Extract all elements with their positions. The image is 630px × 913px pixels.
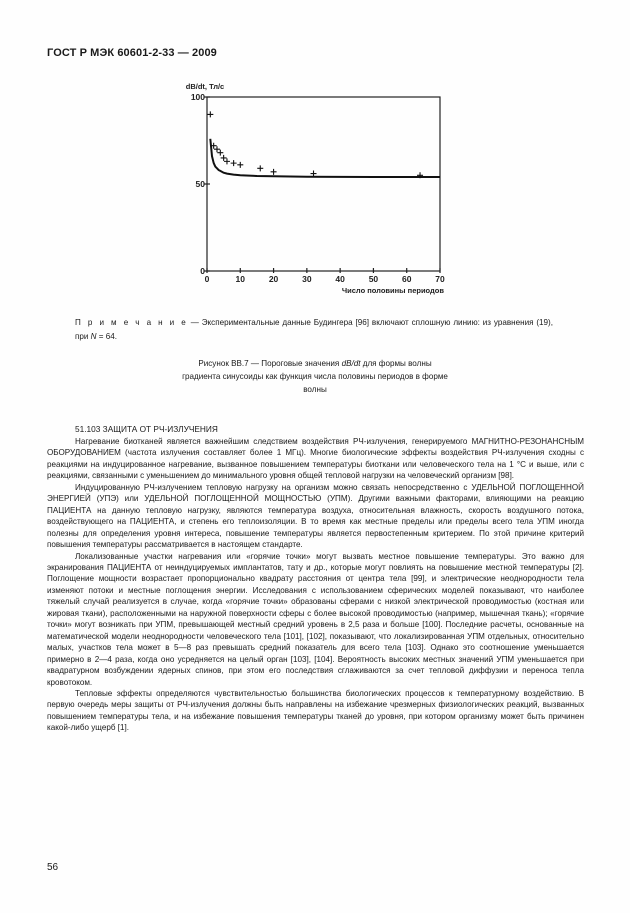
figure-note (75, 316, 553, 343)
data-point (257, 165, 263, 171)
caption-prefix: Рисунок ВВ.7 — Пороговые значения (198, 359, 342, 368)
x-tick-label: 70 (435, 274, 445, 284)
note-label: П р и м е ч а н и е (75, 318, 188, 327)
paragraph: Нагревание биотканей является важнейшим следствием воздействия РЧ-излучения, генерируемого МАГНИТНО-РЕЗОНАНСНЫМ ОБОРУДОВАНИЕМ (частота излучения составляет более 1 МГц). Многие биологические эффекты воздействия РЧ-излучения сходны с реакциями на индуцированное нагревание, вызванное повышением температуры биоткани или человеческого тела на 1 °С и выше, или с реакциями, связанными с уменьшением до минимального уровня общей тепловой нагрузки на человеческий организм [98]. (47, 437, 584, 481)
plot-frame (207, 97, 440, 271)
data-point (217, 150, 223, 156)
x-tick-label: 0 (204, 274, 210, 284)
data-point (311, 171, 317, 177)
section-title: 51.103 ЗАЩИТА ОТ РЧ-ИЗЛУЧЕНИЯ (75, 424, 218, 434)
paragraph: Тепловые эффекты определяются чувствительностью большинства биологических процессов к температурному воздействию. В первую очередь меры защиты от РЧ-излучения должны быть направлены на избежание чрезмерных физиологических реакций, вызванных повышением температуры тела, и на избежание повышения температуры тканей до уровня, при котором организму может быть причинен какой-либо ущерб [1]. (47, 688, 584, 733)
data-point (224, 158, 230, 164)
x-tick-label: 60 (401, 274, 412, 284)
paragraph: Индуцированную РЧ-излучением тепловую нагрузку на организм можно связать непосредственно с УДЕЛЬНОЙ ПОГЛОЩЕННОЙ ЭНЕРГИЕЙ (УПЭ) или УДЕЛЬНОЙ ПОГЛОЩЕННОЙ МОЩНОСТЬЮ (УПМ). Другими важными факторами, влияющими на реакцию ПАЦИЕНТА на данную тепловую нагрузку, являются температура воздуха, относительная влажность, скорость воздушного потока, воздействующего на ПАЦИЕНТА, и степень его теплоизоляции. В то время как местные пределы или пределы всего тела УПМ иногда полезны для определения уровня интереса, повышение температуры является первостепенным критерием. По этой причине критерий повышения температуры рассматривается в настоящем стандарте. (47, 482, 584, 550)
chart-plot-area (186, 82, 445, 295)
data-point (214, 146, 220, 152)
x-tick-label: 10 (235, 274, 246, 284)
x-tick-label: 50 (368, 274, 379, 284)
x-tick-label: 20 (268, 274, 279, 284)
threshold-chart (0, 0, 630, 300)
document-header: ГОСТ Р МЭК 60601-2-33 — 2009 (47, 47, 217, 59)
y-tick-label: 50 (195, 179, 205, 189)
data-point (231, 160, 237, 166)
figure-caption (180, 357, 450, 397)
y-tick-label: 100 (190, 92, 205, 102)
y-tick-label: 0 (200, 266, 205, 276)
note-tail: = 64. (96, 331, 117, 341)
paragraph: Локализованные участки нагревания или «горячие точки» могут вызвать местное повышение температуры. Это важно для экранирования ПАЦИЕНТА от неиндуцируемых имплантатов, тату и др., которые могут повлиять на повышение местной температуры [2]. Поглощение мощности возрастает пропорционально квадрату расстояния от центра тела [99], и электрические неоднородности тела изменяют потоки и местные поглощения энергии. Исследования с использованием сферических моделей показывают, что наиболее тяжелый случай реализуется в случае, когда «горячие точки» образованы сферами с низкой электрической проводимостью (костная или жировая ткани), расположенными на наружной поверхности сферы с более высокой проводимостью (например, мышечная ткань); «горячие точки» могут возникать при УПМ, превышающей местный средний уровень в 2,5 раза и больше [100]. Последние расчеты, основанные на математической модели неоднородности человеческого тела [101], [102], показывают, что локализированная УПМ отдельных, относительно малых, участков тела может в 5—8 раз превышать средний показатель для всего тела [103]. Однако это соотношение уменьшается примерно в 2—4 раза, когда оно усредняется на целый орган [103], [104]. Вероятность высоких местных значений УПМ уменьшается при квадратурном возбуждении ядерных спинов, при этом его последствия сглаживаются за счет тепловой диффузии и переноса тепла кровотоком. (47, 551, 584, 687)
y-axis-label: dB/dt, Тл/с (185, 82, 225, 91)
data-point (207, 111, 213, 117)
data-point (237, 162, 243, 168)
caption-variable: dB/dt (341, 359, 361, 368)
x-tick-label: 40 (335, 274, 345, 284)
data-point (271, 169, 277, 175)
model-curve (210, 139, 440, 177)
caption-suffix: для формы волны градиента синусоиды как функция числа половины периодов в форме волны (182, 359, 448, 395)
body-text (47, 436, 584, 734)
x-tick-label: 30 (302, 274, 312, 284)
x-axis-label: Число половины периодов (341, 286, 444, 295)
note-text: — Экспериментальные данные Будингера [96] включают сплошную линию: из уравнения (19), при (75, 318, 553, 341)
note-variable: N (90, 331, 97, 341)
page-number: 56 (47, 862, 59, 873)
data-point (221, 155, 227, 161)
